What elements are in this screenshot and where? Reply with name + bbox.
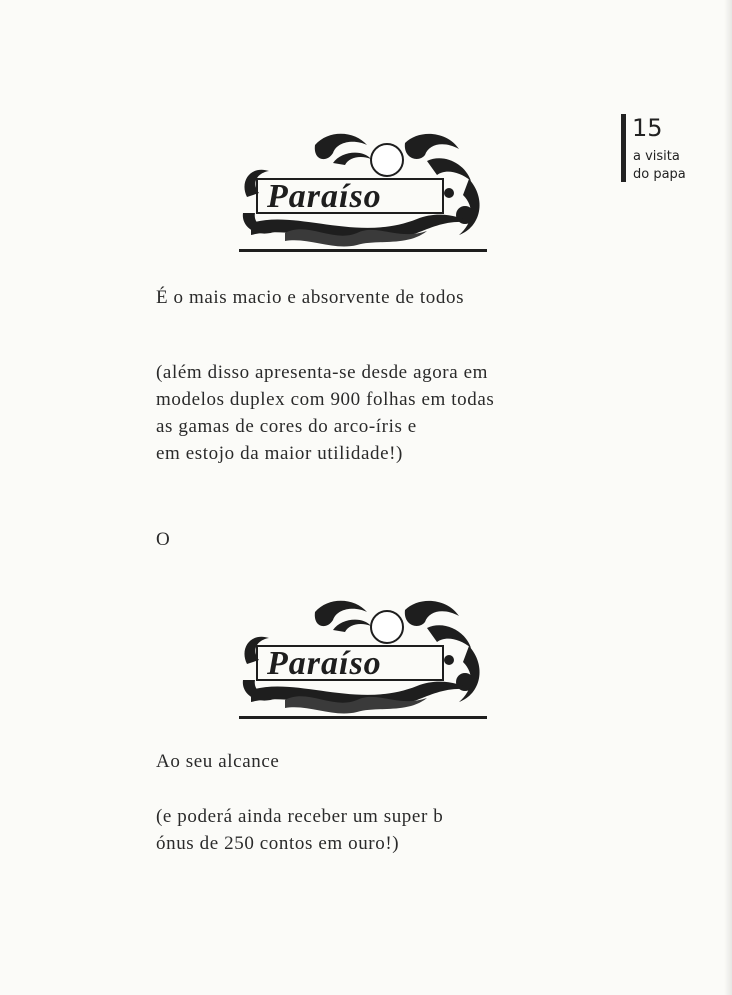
logo-wordmark: Paraíso [267, 645, 382, 682]
paragraph-line: ónus de 250 contos em ouro!) [156, 833, 400, 854]
logo-wordmark: Paraíso [267, 178, 382, 215]
separator-text: O [156, 529, 171, 550]
paragraph-line: as gamas de cores do arco-íris e [156, 416, 417, 437]
paraiso-logo-bottom [237, 590, 489, 722]
ornamental-paraiso-logo-icon [237, 590, 489, 722]
section-marker-bar [621, 114, 626, 182]
paragraph-line: (além disso apresenta-se desde agora em [156, 362, 489, 383]
paragraph-features [156, 359, 494, 467]
tagline-reach: Ao seu alcance [156, 751, 280, 772]
tagline-softness: É o mais macio e absorvente de todos [156, 287, 465, 308]
ornamental-paraiso-logo-icon [237, 123, 489, 255]
paragraph-bonus [156, 803, 443, 857]
paragraph-line: modelos duplex com 900 folhas em todas [156, 389, 495, 410]
paragraph-line: em estojo da maior utilidade!) [156, 443, 403, 464]
paragraph-line: (e poderá ainda receber um super b [156, 806, 444, 827]
section-title [633, 148, 713, 184]
page-number: 15 [632, 114, 663, 142]
paraiso-logo-top [237, 123, 489, 255]
section-title-line-2: do papa [633, 167, 686, 182]
section-title-line-1: a visita [633, 149, 680, 164]
page-edge-shadow [724, 0, 732, 995]
